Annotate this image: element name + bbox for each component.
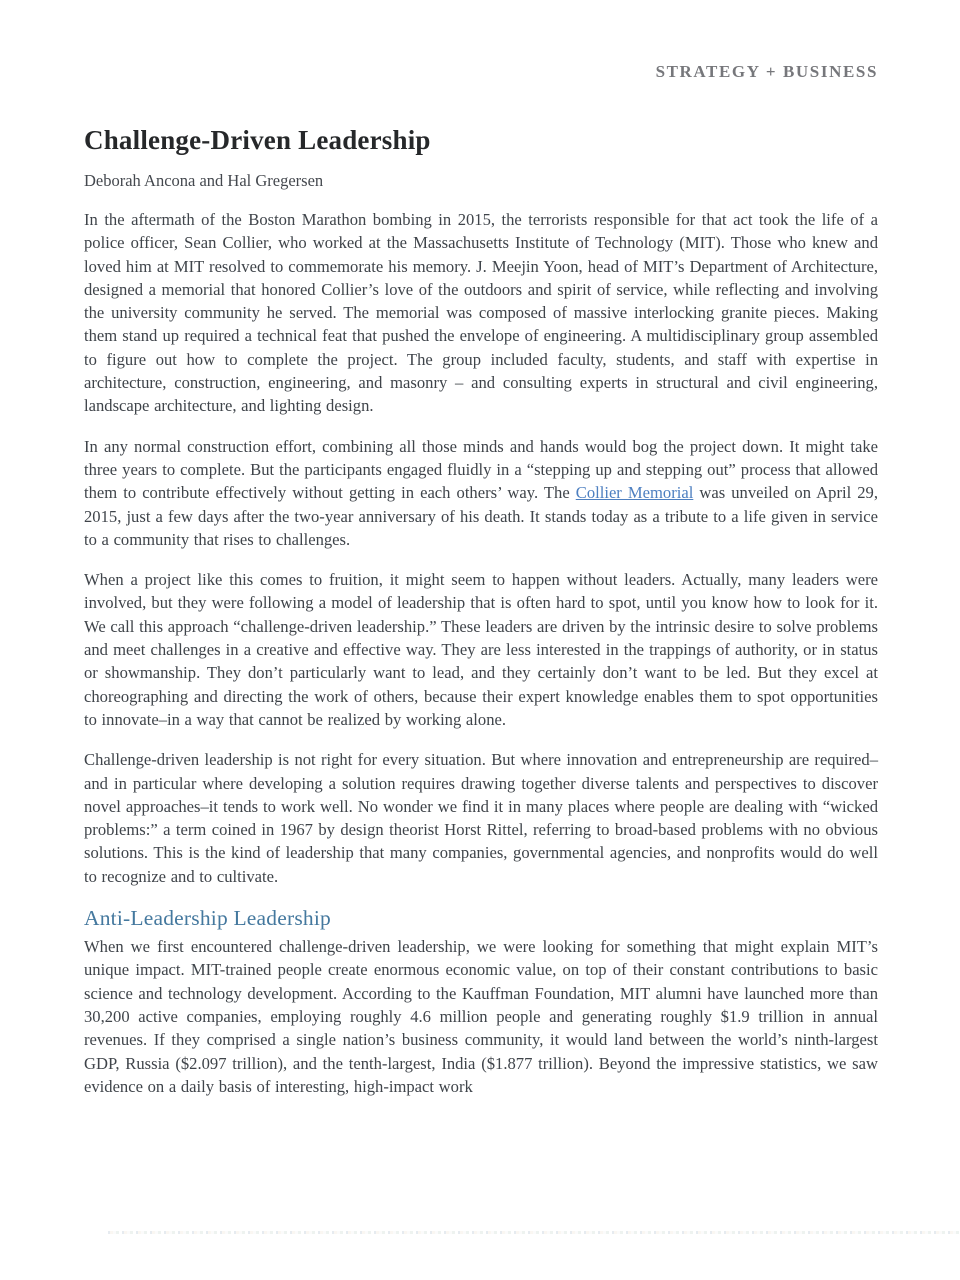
paragraph-4: Challenge-driven leadership is not right for every situation. But where innovation and entrepreneurship are required–and in particular where developing a solution requires drawing together diverse talents and perspectives to discover novel approaches–it tends to work well. No wonder we find it in many places where people are dealing with “wicked problems:” a term coined in 1967 by design theorist Horst Rittel, referring to broad-based problems with no obvious solutions. This is the kind of leadership that many companies, governmental agencies, and nonprofits would do well to recognize and to cultivate. — [84, 750, 878, 886]
paragraph-2-text-before-link: In any normal construction effort, combining all those minds and hands would bog the project down. It might take three years to complete. But the participants engaged fluidly in a “stepping up and stepping out” process that allowed them to contribute effectively without getting in each others’ way. The — [84, 436, 878, 503]
paragraph-2-text-after-link: was unveiled on April 29, 2015, just a few days after the two-year anniversary of his death. It stands today as a tribute to a life given in service to a community that rises to challenges. — [84, 483, 878, 549]
article-byline: Deborah Ancona and Hal Gregersen — [84, 171, 324, 190]
article-body — [84, 208, 878, 1098]
section-heading-anti-leadership: Anti-Leadership Leadership — [84, 906, 331, 931]
scan-artifact-line — [108, 1231, 960, 1234]
brand-header: STRATEGY + BUSINESS — [655, 62, 878, 81]
paragraph-3: When a project like this comes to fruition, it might seem to happen without leaders. Actually, many leaders were involved, but they were following a model of leadership that is often hard to spot, until you know how to look for it. We call this approach “challenge-driven leadership.” These leaders are driven by the intrinsic desire to solve problems and meet challenges in a creative and effective way. They are less interested in the trappings of authority, or in status or showmanship. They don’t particularly want to lead, and they certainly don’t want to be led. But they excel at choreographing and directing the work of others, because their expert knowledge enables them to spot opportunities to innovate–in a way that cannot be realized by working alone. — [84, 570, 878, 729]
paragraph-5: When we first encountered challenge-driven leadership, we were looking for something that might explain MIT’s unique impact. MIT-trained people create enormous economic value, on top of their constant contributions to basic science and technology development. According to the Kauffman Foundation, MIT alumni have launched more than 30,200 active companies, employing roughly 4.6 million people and generating roughly $1.9 trillion in annual revenues. If they comprised a single nation’s business community, it would land between the world’s ninth-largest GDP, Russia ($2.097 trillion), and the tenth-largest, India ($1.877 trillion). Beyond the impressive statistics, we saw evidence on a daily basis of interesting, high-impact work — [84, 937, 878, 1096]
article-title: Challenge-Driven Leadership — [84, 125, 431, 155]
paragraph-2 — [84, 435, 878, 551]
paragraph-1: In the aftermath of the Boston Marathon bombing in 2015, the terrorists responsible for that act took the life of a police officer, Sean Collier, who worked at the Massachusetts Institute of Technology (MIT). Those who knew and loved him at MIT resolved to commemorate his memory. J. Meejin Yoon, head of MIT’s Department of Architecture, designed a memorial that honored Collier’s love of the outdoors and spirit of service, while reflecting and involving the university community he served. The memorial was composed of massive interlocking granite pieces. Making them stand up required a technical feat that pushed the envelope of engineering. A multidisciplinary group assembled to figure out how to complete the project. The group included faculty, students, and staff with expertise in architecture, construction, engineering, and masonry – and consulting experts in structural and civil engineering, landscape architecture, and lighting design. — [84, 210, 878, 416]
collier-memorial-link[interactable]: Collier Memorial — [575, 483, 694, 503]
